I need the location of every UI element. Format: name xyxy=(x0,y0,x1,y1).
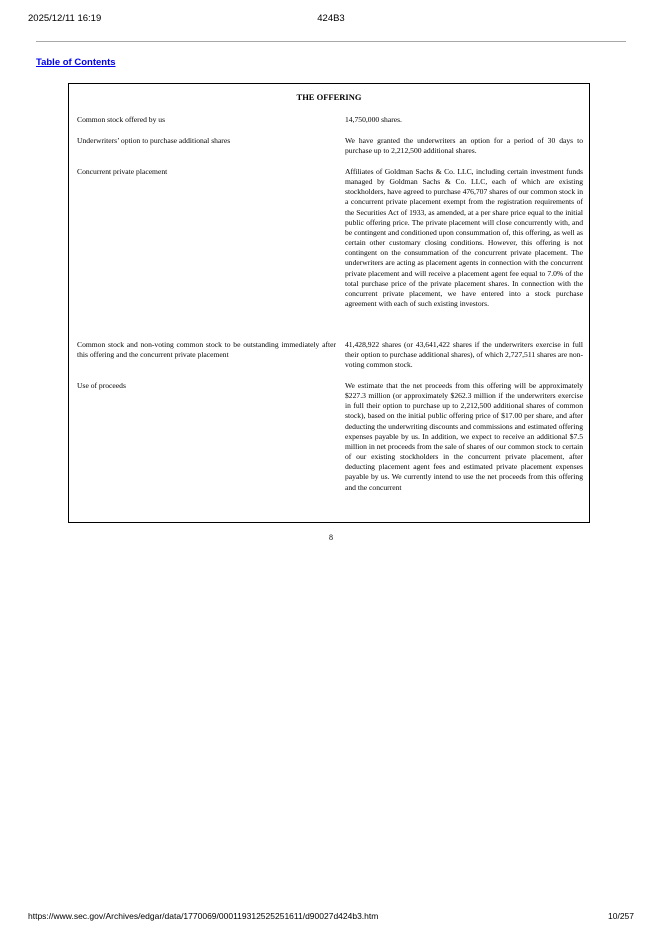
row-label: Use of proceeds xyxy=(77,381,126,390)
row-value: We have granted the underwriters an option for a period of 30 days to purchase up to 2,212,500 additional shares. xyxy=(345,136,583,156)
offering-summary-box xyxy=(68,83,590,523)
page-number: 8 xyxy=(329,533,333,542)
offering-title: THE OFFERING xyxy=(296,92,362,102)
row-label: Common stock offered by us xyxy=(77,115,166,124)
table-of-contents-link[interactable]: Table of Contents xyxy=(36,57,116,68)
footer-page-count: 10/257 xyxy=(608,911,634,921)
row-value: We estimate that the net proceeds from this offering will be approximately $227.3 million (or approximately $262.3 million if the underwriters exercise in full their option to purchase up to 2,212,500 additional shares of common stock), based on the initial public offering price of $17.00 per share, and after deducting the underwriting discounts and commissions and estimated offering expenses payable by us. In addition, we expect to receive an additional $7.5 million in net proceeds from the sale of shares of our common stock to certain of our existing stockholders in the concurrent private placement, after deducting placement agent fees and estimated private placement expenses payable by us. We currently intend to use the net proceeds from this offering and the concurrent xyxy=(345,381,583,492)
footer-url: https://www.sec.gov/Archives/edgar/data/1770069/000119312525251611/d90027d424b3.htm xyxy=(28,911,379,921)
header-divider xyxy=(36,41,626,42)
row-value: Affiliates of Goldman Sachs & Co. LLC, including certain investment funds managed by Goldman Sachs & Co. LLC, each of which are existing stockholders, have agreed to purchase 476,707 shares of our common stock in a concurrent private placement exempt from the registration requirements of the Securities Act of 1933, as amended, at a per share price equal to the initial public offering price. The private placement will close concurrently with, and be contingent and conditioned upon consummation of, this offering, as well as certain other customary closing conditions. However, this offering is not contingent on the consummation of the concurrent private placement. The underwriters are acting as placement agents in connection with the concurrent private placement and will receive a placement agent fee equal to 7.0% of the total purchase price of the private placement shares. In connection with the concurrent private placement, we have entered into a stock purchase agreement with each of such existing investors. xyxy=(345,167,583,309)
row-value: 14,750,000 shares. xyxy=(345,115,402,124)
print-datetime: 2025/12/11 16:19 xyxy=(28,13,102,24)
row-label: Common stock and non-voting common stock to be outstanding immediately after this offering and the concurrent private placement xyxy=(77,340,336,360)
row-value: 41,428,922 shares (or 43,641,422 shares if the underwriters exercise in full their option to purchase additional shares), of which 2,727,511 shares are non-voting common stock. xyxy=(345,340,584,370)
row-label: Concurrent private placement xyxy=(77,167,168,176)
document-type: 424B3 xyxy=(317,13,345,24)
row-label: Underwriters’ option to purchase additional shares xyxy=(77,136,231,145)
